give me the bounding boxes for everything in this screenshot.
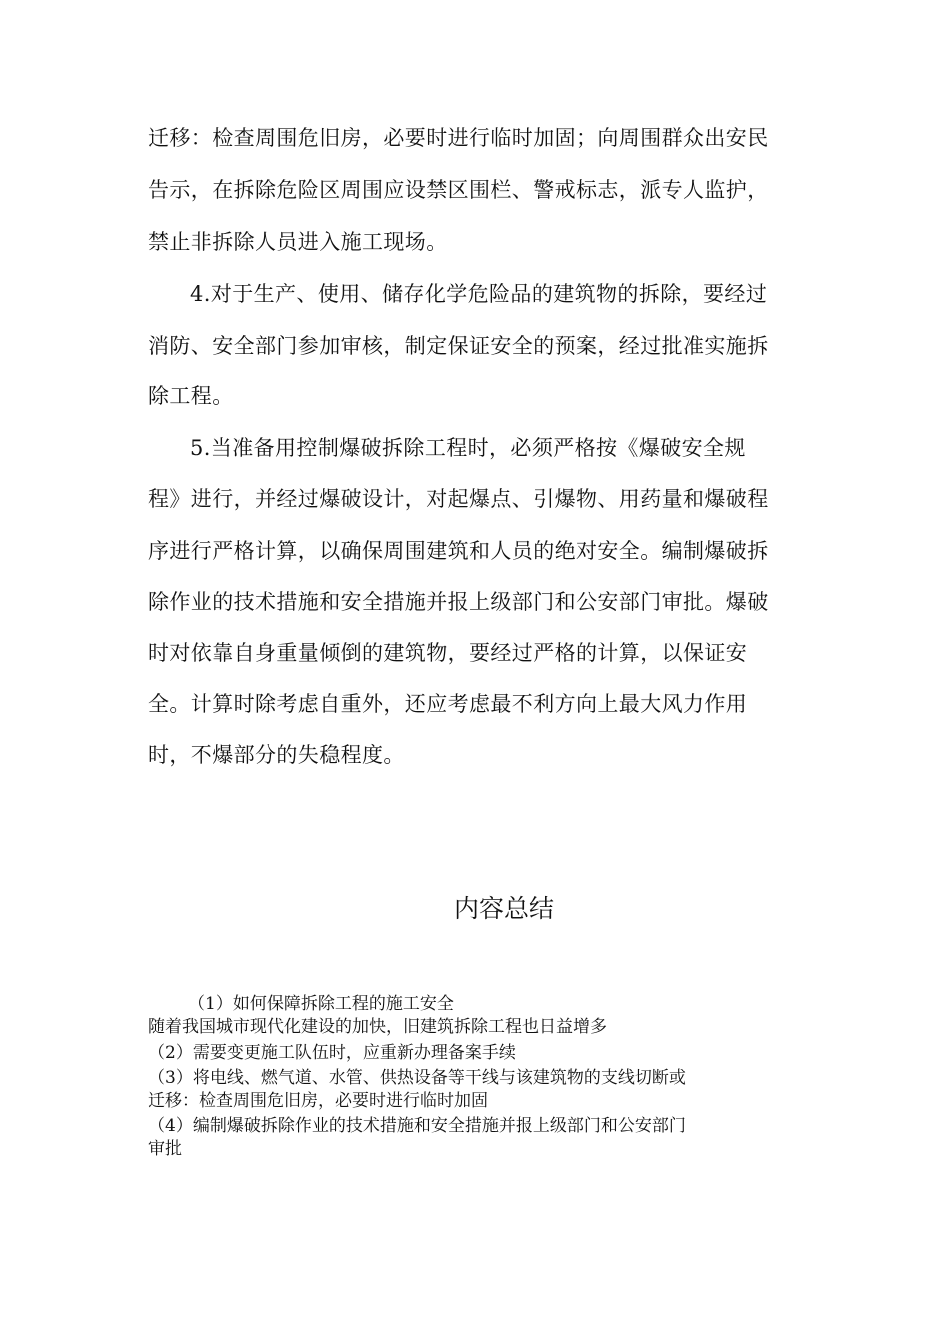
body-line: 5.当准备用控制爆破拆除工程时，必须严格按《爆破安全规: [190, 436, 746, 460]
body-line: 迁移：检查周围危旧房，必要时进行临时加固；向周围群众出安民: [148, 126, 769, 150]
summary-line: （3）将电线、燃气道、水管、供热设备等干线与该建筑物的支线切断或: [148, 1068, 686, 1088]
body-line: 消防、安全部门参加审核，制定保证安全的预案，经过批准实施拆: [148, 334, 769, 358]
summary-line: （4）编制爆破拆除作业的技术措施和安全措施并报上级部门和公安部门: [148, 1116, 686, 1136]
body-line: 除作业的技术措施和安全措施并报上级部门和公安部门审批。爆破: [148, 590, 769, 614]
body-line: 时对依靠自身重量倾倒的建筑物，要经过严格的计算，以保证安: [148, 641, 748, 665]
summary-title: 内容总结: [453, 894, 554, 923]
body-line: 告示，在拆除危险区周围应设禁区围栏、警戒标志，派专人监护，: [148, 178, 769, 202]
body-line: 禁止非拆除人员进入施工现场。: [148, 230, 448, 254]
summary-line: 迁移：检查周围危旧房，必要时进行临时加固: [148, 1091, 488, 1111]
summary-line: 审批: [148, 1139, 182, 1159]
body-line: 程》进行，并经过爆破设计，对起爆点、引爆物、用药量和爆破程: [148, 487, 769, 511]
body-line: 4.对于生产、使用、储存化学危险品的建筑物的拆除，要经过: [190, 282, 768, 306]
body-line: 全。计算时除考虑自重外，还应考虑最不利方向上最大风力作用: [148, 692, 748, 716]
summary-line: （1）如何保障拆除工程的施工安全: [188, 994, 454, 1014]
body-line: 序进行严格计算，以确保周围建筑和人员的绝对安全。编制爆破拆: [148, 539, 769, 563]
summary-line: （2）需要变更施工队伍时，应重新办理备案手续: [148, 1043, 516, 1063]
body-line: 除工程。: [148, 384, 234, 408]
body-line: 时，不爆部分的失稳程度。: [148, 743, 405, 767]
summary-line: 随着我国城市现代化建设的加快，旧建筑拆除工程也日益增多: [148, 1017, 607, 1037]
